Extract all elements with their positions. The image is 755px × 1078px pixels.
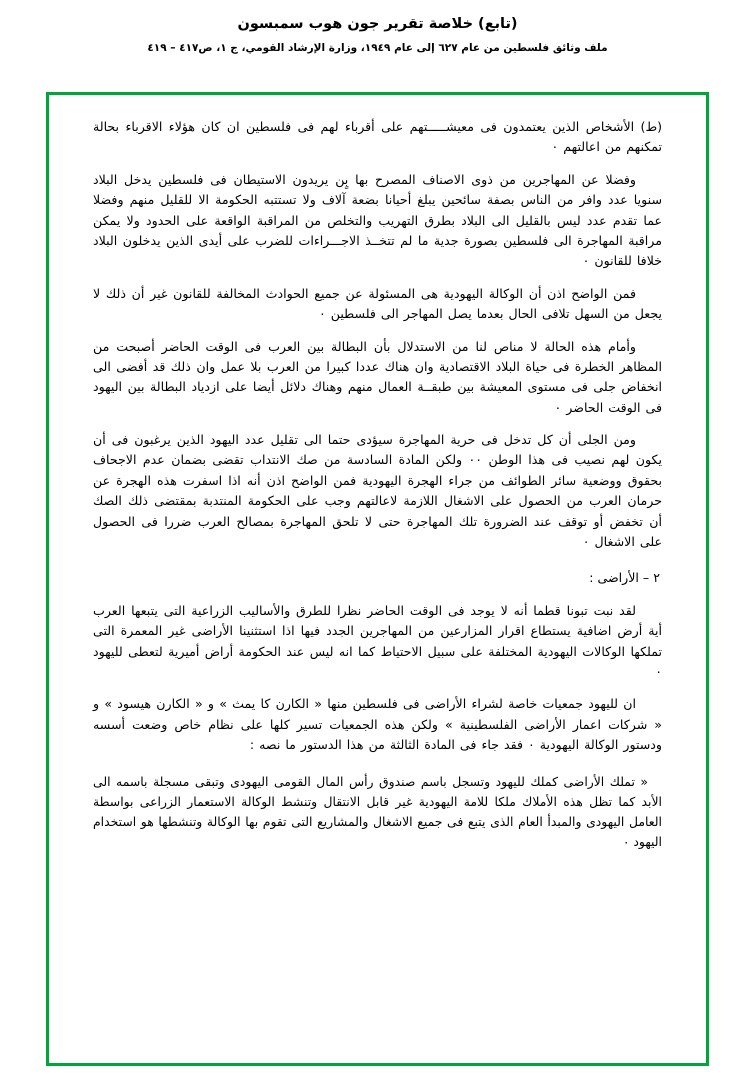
paragraph-jewish-agency: فمن الواضح اذن أن الوكالة اليهودية هى المسئولة عن جميع الحوادث المخالفة للقانون غير أن ذلك لا يجعل من السهل تلافى الحال بعدما يصل المهاجر الى فلسطين ٠ xyxy=(93,285,662,322)
section-heading-land: ٢ – الأراضى : xyxy=(589,570,660,586)
page-title: (تابع) خلاصة تقرير جون هوب سمبسون xyxy=(237,16,518,32)
document-body xyxy=(49,95,706,1063)
paragraph-societies: ان لليهود جمعيات خاصة لشراء الأراضى فى فلسطين منها « الكارن كا يمث » و « الكارن هيسود » و « شركات اعمار الأراضى الفلسطينية » ولكن هذه الجمعيات تسير كلها على نظام خاص وضعت أسسه ودستور الوكالة اليهودية ٠ فقد جاء فى المادة الثالثة من هذا الدستور ما نصه : xyxy=(93,696,662,753)
constitution-quote: « تملك الأراضى كملك لليهود وتسجل باسم صندوق رأس المال القومى اليهودى وتبقى مسجلة باسمه الى الأبد كما تظل هذه الأملاك ملكا للامة اليهودية غير قابل الانتقال وتنشط الوكالة الاستعمار الزراعى بواسطة العامل اليهودى والمبدأ العام الذى يتبع فى جميع الاشغال والمشاريع التى تقوم بها الوكالة وتنشطها هو استخدام اليهود ٠ xyxy=(93,773,662,849)
document-header xyxy=(0,0,755,54)
paragraph-immigrants: وفضلا عن المهاجرين من ذوى الاصناف المصرح بها بٍن يريدون الاستيطان فى فلسطين يدخل البلاد سنويا عدد وافر من الناس بصفة سائحين يبلغ أحيانا بضعة آلاف ولا تستتبه الحكومة الا للقليل منهم وفضلا عما تقدم عدد ليس بالقليل الى البلاد بطرق التهريب والتخلص من المراقبة الواقعة على الحدود ولا يمكن مراقبة المهاجرة الى فلسطين بصورة جدية ما لم تتخــذ الاجـــراءات للضرب على أيدى الذين يدخلون البلاد خلافا للقانون ٠ xyxy=(93,171,662,269)
page-subtitle: ملف وثائق فلسطين من عام ٦٢٧ إلى عام ١٩٤٩، وزارة الإرشاد القومي، ج ١، ص٤١٧ – ٤١٩ xyxy=(147,42,608,55)
paragraph-unemployment: وأمام هذه الحالة لا مناص لنا من الاستدلال بأن البطالة بين العرب فى الوقت الحاضر أصبحت من المظاهر الخطرة فى حياة البلاد الاقتصادية وان هناك عددا كبيرا من العرب بلا عمل وان ذلك قد أفضى الى انخفاض جلى فى مستوى المعيشة بين طبقــة العمال منهم وهناك دلائل أيضا على ازدياد البطالة بين اليهود فى الوقت الحاضر ٠ xyxy=(93,338,662,415)
paragraph-restriction: ومن الجلى أن كل تدخل فى حرية المهاجرة سيؤدى حتما الى تقليل عدد اليهود الذين يرغبون فى أن يكون لهم نصيب فى هذا الوطن ٠٠ ولكن المادة السادسة من صك الانتداب تقضى بضمان عدم الاجحاف بحقوق ووضعية سائر الطوائف من جراء الهجرة اليهودية فمن الواضح اذن أنه اذا اسفرت هذه الهجرة عن حرمان العرب من الحصول على الاشغال اللازمة لاعالتهم وجب على الحكومة المنتدبة بمقتضى ذلك الصك أن تخفض أو توقف عند الضرورة تلك المهاجرة حتى لا تلحق المهاجرة بمصالح العرب ضررا فى الحصول على الاشغال ٠ xyxy=(93,432,663,550)
paragraph-land-availability: لقد نبت تبونا قطما أنه لا يوجد فى الوقت الحاضر نظرا للطرق والأساليب الزراعية التى يتبعها العرب أية أرض اضافية يستطاع اقرار المزارعين من المهاجرين الجدد فيها اذا استثنينا الأراضى غير المعمرة التى تملكها الوكالات اليهودية المختلفة على سبيل الاحتياط كما انه ليس عند الحكومة أراض أميرية لتعطى لليهود ٠ xyxy=(93,602,662,679)
green-border-frame xyxy=(46,92,709,1066)
paragraph-ta: (ط) الأشخاص الذين يعتمدون فى معيشـــــتهم على أقرباء لهم فى فلسطين ان كان هؤلاء الاقرباء بحالة تمكنهم من اعالتهم ٠ xyxy=(93,119,662,155)
